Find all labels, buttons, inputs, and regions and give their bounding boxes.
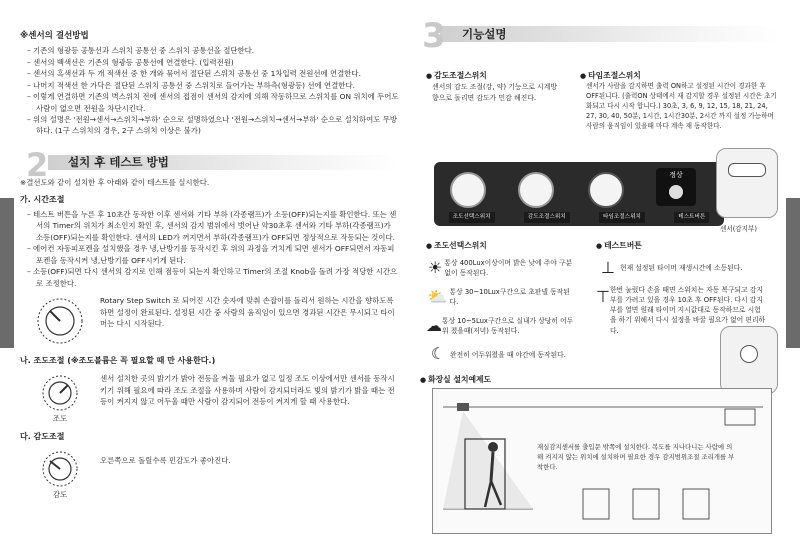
list-item: – 센서의 백색선은 기존의 형광등 공통선에 연결한다. (입력전원)	[20, 57, 400, 68]
time-adjust-list	[20, 209, 400, 289]
wiring-title: ※센서의 결선방법	[20, 31, 89, 41]
list-item: ⛅ 통상 30~10Lux구간으로 초판넬 동작된다.	[426, 285, 576, 310]
list-item: ☾ 완전히 어두워졌을 때 야간에 동작된다.	[426, 342, 576, 367]
list-item: ⊥ 현재 설정된 타이머 재생시간에 소등된다.	[596, 256, 766, 281]
button-up-icon: ⊥	[601, 258, 615, 278]
list-item: – 센서의 흑색선과 두 개 적색선 중 한 개와 묶어서 절단된 스위치 공통선 중 1차입력 전원선에 연결한다.	[20, 68, 400, 79]
page-tab-right	[786, 198, 800, 348]
list-item: – 테스트 버튼을 누른 후 10초간 동작한 이후 센서와 기타 부하 (각종램프)가 소등(OFF)되는지를 확인한다. 또는 센서의 Timer의 위치가 최소인지 확인 후, 센서의 감지 범위에서 벗어난 약30초후 센서와 기타 부하(각종램프)가 소등(OFF)되는지를 확인한다. 센서의 LED가 꺼지면서 부하(각종램프)가 OFF되면 정상적으로 작동되는 것이다.	[20, 209, 400, 243]
time-adjust-title: 가. 시간조절	[20, 195, 65, 205]
timer-switch-desc	[580, 70, 778, 132]
lux-adjust-text: 센서 설치한 곳의 밝기가 밝아 전등을 켜둘 필요가 없고 일정 조도 이상에서만 센서를 동작시키기 위해 필요에 따라 조도 조절을 사용하며 사람이 감지되더라도 빛의 밝기가 밝을 때는 전등이 켜지지 않고 어두울 때만 사람이 감지되어 전등이 켜지게 할 때 사용한다.	[100, 374, 395, 407]
timer-switch-title: ● 타임조절스위치	[580, 70, 778, 82]
sun-icon: ☀	[428, 258, 443, 278]
timer-switch-text: 센서가 사람을 감지하면 출력 ON하고 설정된 시간이 경과한 후 OFF된니다. (출력ON 상태에서 재 감지할 경우 설정된 시간은 초기화되고 다시 시작 합니다.) 30초, 3, 6, 9, 12, 15, 18, 21, 24, 27, 30, 40, 50분, 1시간, 1시간30분, 2시간 까지 설정 가능하며 사람의 움직임이 있을때 마다 계속 재 동작한다.	[586, 82, 777, 130]
lux-select-title: ● 조도선택스위치	[426, 240, 576, 252]
test-button-area[interactable]	[656, 168, 696, 206]
section-number: 2	[26, 145, 49, 184]
section2-intro: ※결선도와 같이 설치한 후 아래와 같이 테스트를 실시한다.	[20, 177, 210, 187]
lux-dial-label: 조도	[52, 414, 68, 424]
list-item: – 기존의 형광등 공통선과 스위치 공통선 중 스위치 공통선을 절단한다.	[20, 45, 400, 56]
panel-labels	[434, 212, 724, 223]
sensitivity-knob[interactable]	[518, 172, 554, 208]
lux-dial-row	[20, 373, 400, 424]
timer-knob[interactable]	[588, 172, 624, 208]
timer-dial-icon	[20, 295, 100, 347]
test-button-desc	[596, 240, 766, 336]
normal-indicator: 정상	[669, 171, 683, 179]
moon-icon: ☾	[430, 344, 446, 364]
panel-label: 테스트버튼	[674, 212, 709, 223]
list-item: ⊤ 한번 눌렀다 손을 때면 스위치는 자동 복구되고 감지부를 가려고 있을 경우 10초 후 OFF된다. 다시 감지부를 열면 원래 타이머 지시값대로 동작하므로 시험을 하기 위해서 다시 설정을 바꿀 필요가 없어 편리하다.	[596, 285, 766, 335]
list-item: – 에어컨 자동피포켄을 설치했을 경우 냉,난방기를 동작시킨 후 위의 과정을 거치게 되면 센서가 OFF되면서 자동피포켄을 동작시켜 냉,난방기를 OFF시키게 된다.	[20, 243, 400, 266]
section-number: 3	[422, 16, 446, 56]
list-item: ☀ 통상 400Lux이상이며 밝은 낮에 주야 구분없이 동작된다.	[426, 256, 576, 281]
section-title: 설치 후 테스트 방법	[68, 154, 169, 169]
lux-select-knob[interactable]	[450, 172, 486, 208]
sensor-caption: 센서(감지부)	[720, 225, 757, 233]
cloud-icon: ☁	[426, 315, 442, 335]
panel-label: 감도조절스위치	[524, 212, 570, 223]
sensitivity-switch-text: 센서의 감도 조절(강, 약) 기능으로 시계방향으로 돌리면 감도가 민감 해진다.	[432, 83, 558, 102]
bathroom-note: 재실감지센서를 출입문 밖쪽에 설치한다. 복도를 지나다니는 사람에 의해 켜지지 않는 위치에 설치하며 필요한 경우 감지범위조절 조리개를 부착한다.	[537, 443, 735, 471]
lux-select-desc	[426, 240, 576, 367]
list-item: ☁ 통상 10~5Lux구간으로 실내가 상당히 어두워 졌을때(저녁) 동작된다.	[426, 314, 576, 339]
wiring-list	[20, 45, 400, 137]
right-page	[420, 0, 780, 556]
lux-dial-icon	[20, 373, 100, 424]
test-button[interactable]	[669, 185, 683, 199]
sensitivity-dial-icon	[20, 449, 100, 500]
sensitivity-switch-title: ● 감도조절스위치	[426, 70, 558, 82]
list-item: – 소등(OFF)되면 다시 센서의 감지로 인해 점등이 되는지 확인하고 Timer의 조절 Knob을 돌려 가장 적당한 시간으로 조정한다.	[20, 266, 400, 289]
sensitivity-title: 다. 감도조절	[20, 431, 65, 441]
section3-banner	[420, 16, 780, 56]
left-page	[20, 0, 400, 556]
timer-dial-row	[20, 295, 400, 347]
list-item: – 이렇게 연결하면 기존의 벽스위치 전에 센서의 접점이 센서의 감지에 의해 작동하므로 스위치를 ON 위치에 두어도 사람이 없으면 전원을 차단시킨다.	[20, 91, 400, 114]
page-tab-left	[0, 198, 14, 348]
sensitivity-switch-desc	[426, 70, 558, 103]
sensor-device-image-2	[720, 326, 778, 394]
timer-dial-text: Rotary Step Switch 로 되어진 시간 숫자에 맞춰 손잡이를 돌리서 원하는 시간을 향하도록 하면 설정이 완료된다. 설정된 시간 중 사람의 움직임이 있으면 경과된 시간은 무시되고 타이머는 다시 시작된다.	[100, 296, 395, 328]
list-item: – 위의 설명은 '전원→센서→스위치→부하' 순으로 설명하였으나 '전원→스위치→센서→부하' 순으로 설치하여도 무방하다. (1구 스위치의 경우, 2구 스위치 이상은 불가)	[20, 114, 400, 137]
lux-adjust-title: 나. 조도조절 (※조도볼륨은 꼭 필요할 때 만 사용한다.)	[20, 356, 216, 366]
sensitivity-row	[20, 449, 400, 500]
sensitivity-dial-label: 감도	[52, 490, 68, 500]
test-button-title: ● 테스트버튼	[596, 240, 766, 252]
list-item: – 나머지 적색선 한 가닥은 절단된 스위치 공통선 중 스위치로 들어가는 부하측(형광등) 선에 연결한다.	[20, 80, 400, 91]
sensitivity-text: 오른쪽으로 돌릴수록 민감도가 좋아진다.	[100, 456, 231, 466]
panel-label: 조도선택스위치	[449, 212, 495, 223]
button-down-icon: ⊤	[596, 286, 610, 306]
bathroom-example-title: ● 화장실 설치예제도	[420, 374, 491, 386]
section-title: 기능설명	[462, 27, 507, 41]
panel-label: 타임조절스위치	[599, 212, 645, 223]
sensor-device-image	[716, 148, 778, 218]
sun-cloud-icon: ⛅	[427, 286, 448, 306]
bathroom-diagram	[432, 388, 772, 534]
